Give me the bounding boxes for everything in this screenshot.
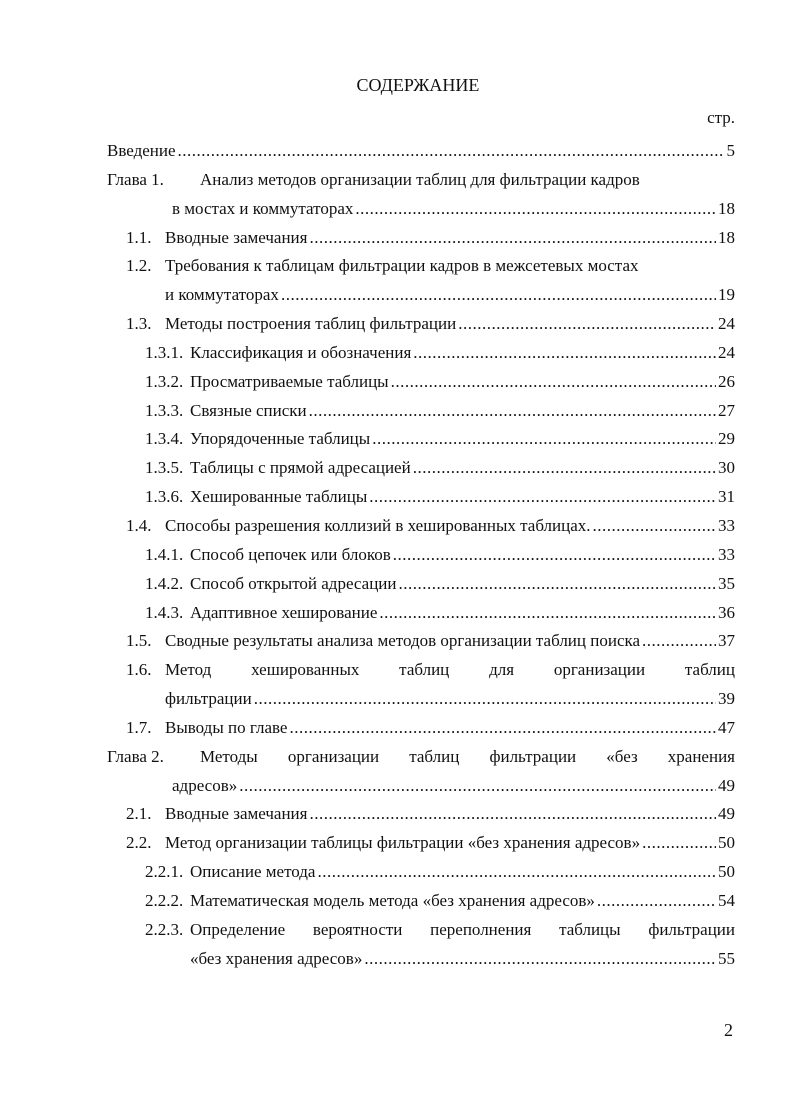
entry-number: 2.2.1. [145, 862, 184, 882]
toc-entry[interactable] [107, 512, 735, 541]
entry-page: 30 [718, 458, 735, 478]
entry-title: фильтрации [165, 689, 252, 709]
entry-title: Сводные результаты анализа методов организации таблиц поиска [165, 631, 641, 651]
entry-page: 50 [718, 833, 735, 853]
entry-page: 31 [718, 487, 735, 507]
dot-leader [377, 599, 716, 628]
toc-entry[interactable] [107, 656, 735, 714]
toc-line [107, 252, 735, 281]
entry-title: и коммутаторах [165, 285, 279, 305]
entry-number: 1.3.5. [145, 458, 184, 478]
toc-line [107, 224, 735, 253]
toc-line [107, 512, 735, 541]
entry-title: Методы организации таблиц фильтрации «без хранения [200, 746, 735, 766]
entry-number: 1.4.3. [145, 602, 184, 622]
entry-number: 1.4.2. [145, 573, 184, 593]
toc-line [107, 656, 735, 685]
dot-leader [307, 397, 716, 426]
entry-page: 49 [718, 804, 735, 824]
entry-number: 1.3.3. [145, 400, 184, 420]
toc-line [107, 397, 735, 426]
entry-page: 54 [718, 890, 735, 910]
entry-number: 1.4. [126, 515, 152, 535]
toc-line [107, 945, 735, 974]
entry-number: 1.4.1. [145, 544, 184, 564]
entry-title: Метод организации таблицы фильтрации «без хранения адресов» [165, 833, 641, 853]
dot-leader [370, 425, 716, 454]
entry-number: 1.3. [126, 314, 152, 334]
entry-title: Вводные замечания [165, 227, 308, 247]
toc-line [107, 281, 735, 310]
toc-entry[interactable] [107, 137, 735, 166]
page-number: 2 [724, 1020, 733, 1040]
toc-entry[interactable] [107, 252, 735, 310]
dot-leader [315, 858, 716, 887]
toc-line [107, 916, 735, 945]
entry-number: 1.2. [126, 256, 152, 276]
toc-entry[interactable] [107, 483, 735, 512]
toc-entry[interactable] [107, 743, 735, 801]
toc-line [107, 483, 735, 512]
entry-number: 1.1. [126, 227, 152, 247]
entry-page: 18 [718, 198, 735, 218]
entry-title: Связные списки [190, 400, 307, 420]
entry-number: 1.6. [126, 660, 152, 680]
toc-line [107, 714, 735, 743]
entry-number: 1.3.6. [145, 487, 184, 507]
entry-title: Способ цепочек или блоков [190, 544, 391, 564]
entry-title: Адаптивное хеширование [190, 602, 378, 622]
dot-leader [252, 685, 716, 714]
toc-line [107, 599, 735, 628]
entry-page: 50 [718, 862, 735, 882]
toc-entry[interactable] [107, 339, 735, 368]
entry-page: 27 [718, 400, 735, 420]
toc-line [107, 570, 735, 599]
toc-entry[interactable] [107, 224, 735, 253]
entry-page: 5 [726, 141, 735, 160]
toc-line [107, 368, 735, 397]
toc-line [107, 425, 735, 454]
dot-leader [591, 512, 716, 541]
toc-entry[interactable] [107, 858, 735, 887]
toc-line [107, 454, 735, 483]
entry-title: Метод хешированных таблиц для организации таблиц [165, 660, 735, 680]
dot-leader [397, 570, 717, 599]
entry-page: 35 [718, 573, 735, 593]
dot-leader [176, 137, 725, 166]
entry-page: 24 [718, 342, 735, 362]
entry-title: Описание метода [190, 862, 316, 882]
entry-title: в мостах и коммутаторах [172, 198, 354, 218]
entry-number: Глава 1. [107, 169, 164, 189]
toc-entry[interactable] [107, 714, 735, 743]
toc-entry[interactable] [107, 627, 735, 656]
toc-entry[interactable] [107, 310, 735, 339]
dot-leader [237, 772, 716, 801]
toc-line [107, 685, 735, 714]
dot-leader [640, 829, 716, 858]
dot-leader [362, 945, 716, 974]
entry-page: 33 [718, 515, 735, 535]
entry-title: Упорядоченные таблицы [190, 429, 371, 449]
entry-number: 1.3.2. [145, 371, 184, 391]
toc-entry[interactable] [107, 397, 735, 426]
toc-line [107, 887, 735, 916]
entry-number: Глава 2. [107, 746, 164, 766]
entry-title: Способ открытой адресации [190, 573, 397, 593]
entry-page: 29 [718, 429, 735, 449]
table-of-contents [107, 137, 735, 973]
entry-page: 39 [718, 689, 735, 709]
toc-line [107, 339, 735, 368]
page-column-label: стр. [707, 108, 735, 127]
toc-line [107, 541, 735, 570]
dot-leader [307, 224, 716, 253]
entry-title: Хешированные таблицы [190, 487, 368, 507]
entry-title: Способы разрешения коллизий в хешированных таблицах. [165, 515, 591, 535]
toc-line [107, 137, 735, 166]
toc-line [107, 800, 735, 829]
dot-leader [279, 281, 716, 310]
toc-entry[interactable] [107, 829, 735, 858]
entry-number: 2.1. [126, 804, 152, 824]
toc-line [107, 166, 735, 195]
dot-leader [411, 454, 716, 483]
dot-leader [456, 310, 716, 339]
entry-title: Определение вероятности переполнения таблицы фильтрации [190, 919, 735, 939]
toc-line [107, 195, 735, 224]
entry-number: 2.2.3. [145, 919, 184, 939]
toc-entry[interactable] [107, 800, 735, 829]
entry-page: 37 [718, 631, 735, 651]
entry-number: 1.7. [126, 717, 152, 737]
dot-leader [411, 339, 716, 368]
toc-entry[interactable] [107, 887, 735, 916]
toc-line [107, 858, 735, 887]
dot-leader [389, 368, 716, 397]
toc-entry[interactable] [107, 599, 735, 628]
entry-title: адресов» [172, 775, 238, 795]
entry-page: 24 [718, 314, 735, 334]
entry-page: 18 [718, 227, 735, 247]
entry-number: 1.3.1. [145, 342, 184, 362]
toc-line [107, 310, 735, 339]
entry-title: Методы построения таблиц фильтрации [165, 314, 457, 334]
entry-page: 33 [718, 544, 735, 564]
entry-title: Просматриваемые таблицы [190, 371, 389, 391]
dot-leader [307, 800, 716, 829]
dot-leader [353, 195, 716, 224]
toc-line [107, 829, 735, 858]
entry-number: 2.2.2. [145, 890, 184, 910]
entry-title: Введение [107, 141, 176, 160]
toc-entry[interactable] [107, 425, 735, 454]
toc-line [107, 743, 735, 772]
toc-entry[interactable] [107, 454, 735, 483]
dot-leader [391, 541, 716, 570]
toc-entry[interactable] [107, 916, 735, 974]
entry-number: 2.2. [126, 833, 152, 853]
entry-page: 55 [718, 948, 735, 968]
entry-page: 36 [718, 602, 735, 622]
toc-entry[interactable] [107, 166, 735, 224]
toc-title: СОДЕРЖАНИЕ [356, 75, 480, 95]
toc-line [107, 627, 735, 656]
entry-title: Анализ методов организации таблиц для фильтрации кадров [200, 169, 640, 189]
toc-entry[interactable] [107, 541, 735, 570]
entry-title: Математическая модель метода «без хранения адресов» [190, 890, 595, 910]
entry-page: 26 [718, 371, 735, 391]
entry-page: 49 [718, 775, 735, 795]
entry-title: Выводы по главе [165, 717, 288, 737]
dot-leader [595, 887, 716, 916]
entry-number: 1.3.4. [145, 429, 184, 449]
toc-entry[interactable] [107, 368, 735, 397]
entry-title: Вводные замечания [165, 804, 308, 824]
entry-page: 19 [718, 285, 735, 305]
toc-line [107, 772, 735, 801]
entry-title: Классификация и обозначения [190, 342, 412, 362]
entry-title: «без хранения адресов» [190, 948, 363, 968]
dot-leader [367, 483, 716, 512]
dot-leader [287, 714, 716, 743]
entry-number: 1.5. [126, 631, 152, 651]
entry-title: Таблицы с прямой адресацией [190, 458, 411, 478]
entry-page: 47 [718, 717, 735, 737]
entry-title: Требования к таблицам фильтрации кадров в межсетевых мостах [165, 256, 639, 276]
toc-entry[interactable] [107, 570, 735, 599]
dot-leader [640, 627, 716, 656]
